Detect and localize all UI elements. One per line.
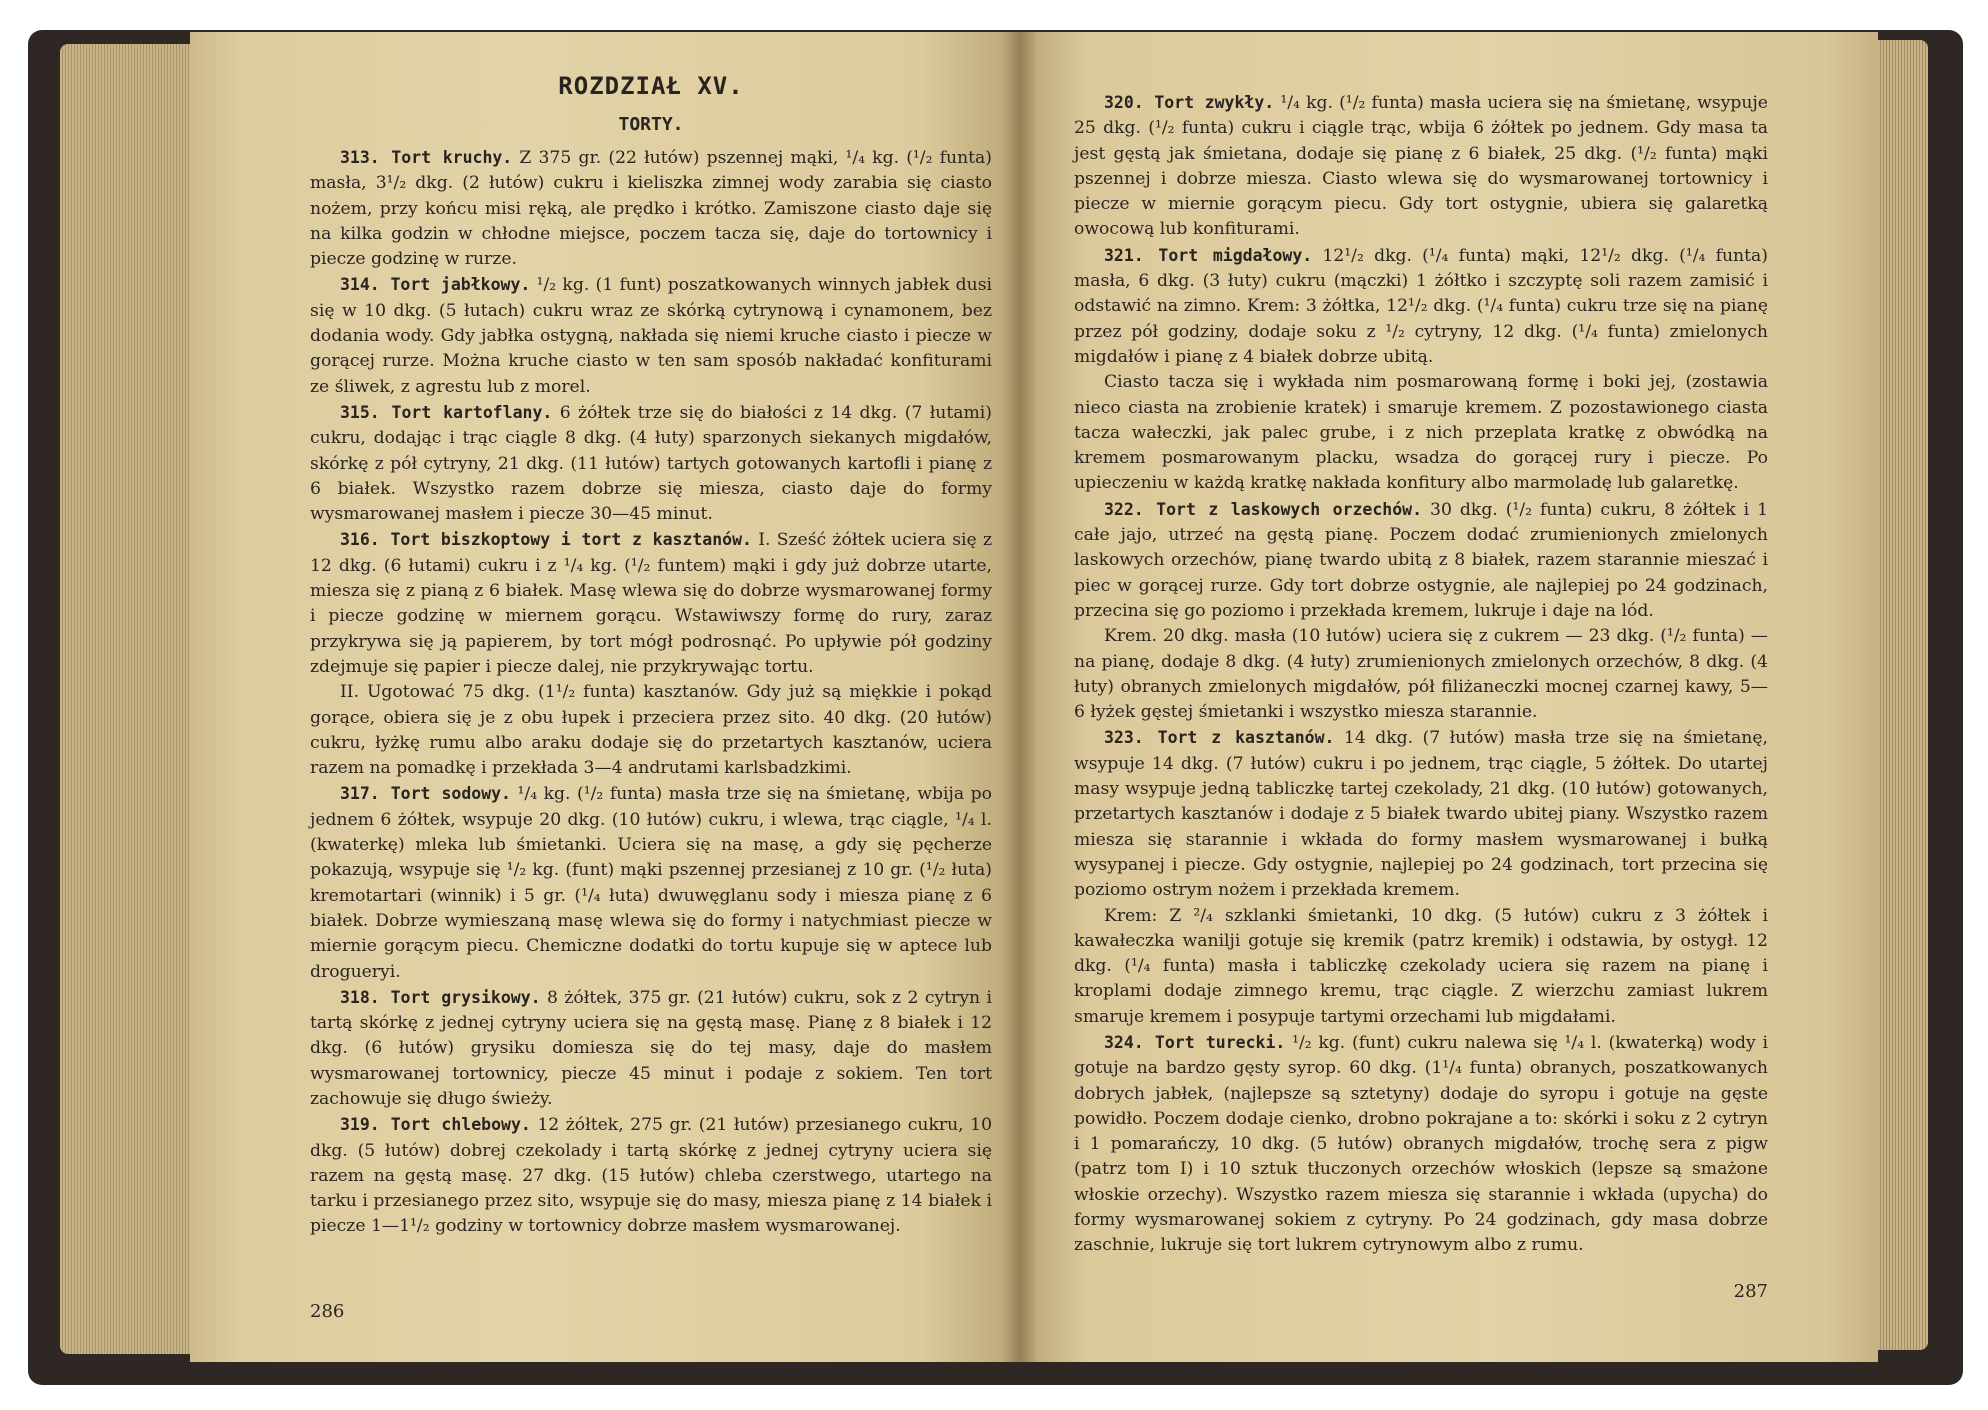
recipe-paragraph [1074, 370, 1768, 496]
recipe-title: 323. Tort z kasztanów. [1104, 728, 1335, 748]
recipe-paragraph [310, 680, 992, 781]
recipe-paragraph [310, 272, 992, 399]
recipe-text: ¹/₄ kg. (¹/₂ funta) masła uciera się na śmietanę, wsypuje 25 dkg. (¹/₂ funta) cukru i ciągle trąc, wbija 6 żółtek po jednem. Gdy masa ta jest gęstą jak śmietana, dodaje się pianę z 6 białek, 25 dkg. (¹/₂ funta) mąki pszennej i dobrze miesza. Ciasto wlewa się do wysmarowanej tortownicy i piecze w miernie gorącym piecu. Gdy tort ostygnie, ubiera się galaretką owocową lub konfiturami. [1074, 93, 1768, 240]
recipe-title: 318. Tort grysikowy. [340, 987, 541, 1007]
right-page [1020, 32, 1878, 1362]
recipe-text: 8 żółtek, 375 gr. (21 łutów) cukru, sok z 2 cytryn i tartą skórkę z jednej cytryny uciera się na gęstą masę. Pianę z 8 białek i 12 dkg. (6 łutów) grysiku domiesza się do tej masy, daje do masłem wysmarowanej tortownicy, piecze 45 minut i podaje z sokiem. Ten tort zachowuje się długo świeży. [310, 987, 993, 1109]
recipe-title: 317. Tort sodowy. [340, 784, 511, 804]
recipe-text: 12¹/₂ dkg. (¹/₄ funta) mąki, 12¹/₂ dkg. (¹/₄ funta) masła, 6 dkg. (3 łuty) cukru (mączki) 1 żółtko i szczyptę soli razem zamisić i odstawić na zimno. Krem: 3 żółtka, 12¹/₂ dkg. (¹/₄ funta) cukru trze się na pianę przez pół godziny, dodaje soku z ¹/₂ cytryny, 12 dkg. (¹/₄ funta) zmielonych migdałów i pianę z 4 białek dobrze ubitą. [1074, 245, 1768, 367]
recipe-paragraph [1074, 1030, 1768, 1259]
page-number-left: 286 [310, 1301, 345, 1322]
recipe-paragraph [310, 527, 992, 680]
recipe-title: 324. Tort turecki. [1104, 1032, 1286, 1052]
recipe-text: I. Sześć żółtek uciera się z 12 dkg. (6 łutami) cukru i z ¹/₄ kg. (¹/₂ funtem) mąki i gdy już dobrze utarte, miesza się z pianą z 6 białek. Masę wlewa się do dobrze wysmarowanej formy i piecze godzinę w miernem gorącu. Wstawiwszy formę do rury, zaraz przykrywa się ją papierem, by tort mógł podrosnąć. Po upływie pół godziny zdejmuje się papier i piecze dalej, nie przykrywając tortu. [310, 530, 992, 677]
recipe-paragraph [1074, 904, 1768, 1030]
recipe-title: 316. Tort biszkoptowy i tort z kasztanów. [340, 530, 752, 550]
chapter-title: ROZDZIAŁ XV. [558, 72, 744, 100]
page-edges-left [60, 44, 200, 1354]
recipe-text: 14 dkg. (7 łutów) masła trze się na śmietanę, wsypuje 14 dkg. (7 łutów) cukru i po jednem, trąc ciągle, 5 żółtek. Do utartej masy wsypuje jedną tabliczkę tartej czekolady, 21 dkg. (10 łutów) gotowanych, przetartych kasztanów i dodaje z 5 białek twardo ubitej piany. Wszystko razem miesza się starannie i wkłada do formy masłem wysmarowanej i bułką wysypanej i piecze. Gdy ostygnie, najlepiej po 24 godzinach, tort przecina się poziomo ostrym nożem i przekłada kremem. [1074, 728, 1769, 901]
recipe-paragraph [1074, 725, 1768, 903]
book-gutter [1002, 32, 1038, 1362]
left-recipe-list [310, 145, 992, 1240]
recipe-text: Krem. 20 dkg. masła (10 łutów) uciera się z cukrem — 23 dkg. (¹/₂ funta) — na pianę, dodaje 8 dkg. (4 łuty) zrumienionych zmielonych orzechów, 8 dkg. (4 łuty) obranych zmielonych migdałów, pół filiżaneczki mocnej czarnej kawy, 5—6 łyżek gęstej śmietanki i wszystko miesza starannie. [1074, 626, 1768, 723]
recipe-text: 30 dkg. (¹/₂ funta) cukru, 8 żółtek i 1 całe jajo, utrzeć na gęstą pianę. Poczem dodać zrumienionych zmielonych laskowych orzechów, pianę twardo ubitą z 8 białek, razem starannie mieszać i piec w gorącej rurze. Gdy tort dobrze ostygnie, ale najlepiej po 24 godzinach, przecina się go poziomo i przekłada kremem, lukruje i daje na lód. [1074, 499, 1769, 621]
recipe-paragraph [1074, 90, 1768, 243]
recipe-title: 320. Tort zwykły. [1104, 93, 1275, 112]
recipe-paragraph [310, 400, 992, 527]
recipe-text: 6 żółtek trze się do białości z 14 dkg. (7 łutami) cukru, dodając i trąc ciągle 8 dkg. (4 łuty) sparzonych siekanych migdałów, skórkę z pół cytryny, 21 dkg. (11 łutów) tartych gotowanych kartofli i pianę z 6 białek. Wszystko razem dobrze się miesza, ciasto daje do formy wysmarowanej masłem i piecze 30—45 minut. [310, 402, 992, 525]
recipe-text: Z 375 gr. (22 łutów) pszennej mąki, ¹/₄ kg. (¹/₂ funta) masła, 3¹/₂ dkg. (2 łutów) cukru i kieliszka zimnej wody zarabia się ciasto nożem, przy końcu misi ręką, ale prędko i krótko. Zamiszone ciasto daje się na kilka godzin w chłodne miejsce, poczem tacza się, daje do tortownicy i piecze godzinę w rurze. [310, 148, 992, 270]
page-number-right: 287 [1733, 1281, 1768, 1302]
recipe-title: 315. Tort kartoflany. [340, 402, 553, 422]
recipe-paragraph [310, 1112, 992, 1239]
recipe-title: 313. Tort kruchy. [340, 148, 513, 167]
recipe-title: 314. Tort jabłkowy. [340, 275, 531, 295]
recipe-paragraph [1074, 624, 1768, 725]
recipe-paragraph [310, 145, 992, 272]
recipe-paragraph [1074, 497, 1768, 624]
left-page [190, 32, 1020, 1362]
recipe-text: Krem: Z ²/₄ szklanki śmietanki, 10 dkg. (5 łutów) cukru z 3 żółtek i kawałeczka wanilji gotuje się kremik (patrz kremik) i odstawia, by ostygł. 12 dkg. (¹/₄ funta) masła i tabliczkę czekolady uciera się razem na pianę i kroplami dodaje zimnego kremu, trąc ciągle. Z wierzchu zamiast lukrem smaruje kremem i posypuje tartymi orzechami lub migdałami. [1074, 905, 1768, 1027]
recipe-text: II. Ugotować 75 dkg. (1¹/₂ funta) kasztanów. Gdy już są miękkie i pokąd gorące, obiera się je z obu łupek i przeciera przez sito. 40 dkg. (20 łutów) cukru, łyżkę rumu albo araku dodaje się do przetartych kasztanów, uciera razem na pomadkę i przekłada 3—4 andrutami karlsbadzkimi. [310, 682, 992, 779]
recipe-title: 321. Tort migdałowy. [1104, 245, 1313, 265]
right-recipe-list [1074, 90, 1768, 1259]
recipe-text: Ciasto tacza się i wykłada nim posmarowaną formę i boki jej, (zostawia nieco ciasta na zrobienie kratek) i smaruje kremem. Z pozostawionego ciasta tacza wałeczki, jak palec grube, i z nich przeplata kratkę z obwódką na kremem posmarowanym placku, wsadza do gorącej rury i piecze. Po upieczeniu w każdą kratkę nakłada konfitury albo marmoladę lub galaretkę. [1074, 372, 1768, 494]
recipe-text: 12 żółtek, 275 gr. (21 łutów) przesianego cukru, 10 dkg. (5 łutów) dobrej czekolady i tartą skórkę z jednej cytryny uciera się razem na gęstą masę. 27 dkg. (15 łutów) chleba czerstwego, utartego na tarku i przesianego przez sito, wsypuje się do masy, miesza pianę z 14 białek i piecze 1—1¹/₂ godziny w tortownicy dobrze masłem wysmarowanej. [310, 1115, 993, 1237]
recipe-text: ¹/₄ kg. (¹/₂ funta) masła trze się na śmietanę, wbija po jednem 6 żółtek, wsypuje 20 dkg. (10 łutów) cukru, i wlewa, trąc ciągle, ¹/₄ l. (kwaterkę) mleka lub śmietanki. Uciera się na masę, a gdy się pęcherze pokazują, wsypuje się ¹/₂ kg. (funt) mąki pszennej przesianej z 10 gr. (¹/₂ łuta) kremotartari (winnik) i 5 gr. (¹/₄ łuta) dwuwęglanu sody i miesza pianę z 6 białek. Dobrze wymieszaną masę wlewa się do formy i natychmiast piecze w miernie gorącym piecu. Chemiczne dodatki do tortu kupuje się w aptece lub drogueryi. [310, 784, 992, 982]
section-title: TORTY. [618, 114, 684, 135]
recipe-paragraph [310, 781, 992, 984]
recipe-paragraph [310, 985, 992, 1112]
recipe-title: 322. Tort z laskowych orzechów. [1104, 499, 1423, 519]
recipe-paragraph [1074, 243, 1768, 370]
recipe-text: ¹/₂ kg. (funt) cukru nalewa się ¹/₄ l. (kwaterką) wody i gotuje na bardzo gęsty syrop. 60 dkg. (1¹/₄ funta) obranych, poszatkowanych dobrych jabłek, (najlepsze są sztetyny) dodaje do syropu i gotuje na gęste powidło. Poczem dodaje cienko, drobno pokrajane a to: skórki i soku z 2 cytryn i 1 pomarańczy, 10 dkg. (5 łutów) obranych migdałów, trochę sera z pigw (patrz tom I) i 10 sztuk tłuczonych orzechów włoskich (lepsze są smażone włoskie orzechy). Wszystko razem miesza się starannie i wkłada (upycha) do formy wysmarowanej sokiem z cytryny. Po 24 godzinach, gdy masa dobrze zaschnie, lukruje się tort lukrem cytrynowym albo z rumu. [1074, 1032, 1768, 1256]
recipe-text: ¹/₂ kg. (1 funt) poszatkowanych winnych jabłek dusi się w 10 dkg. (5 łutach) cukru wraz ze skórką cytrynową i cynamonem, bez dodania wody. Gdy jabłka ostygną, nakłada się niemi kruche ciasto i piecze w gorącej rurze. Można kruche ciasto w ten sam sposób nakładać konfiturami ze śliwek, z agrestu lub z morel. [310, 275, 993, 397]
recipe-title: 319. Tort chlebowy. [340, 1115, 531, 1135]
